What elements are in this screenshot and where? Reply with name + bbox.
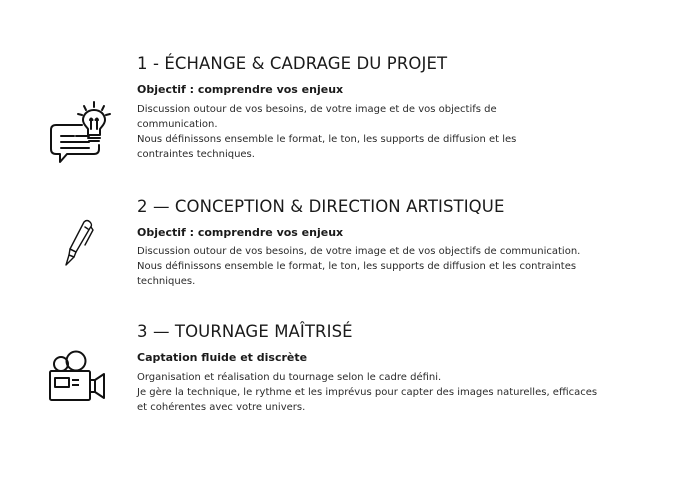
pen-icon bbox=[58, 218, 98, 268]
description-line: Nous définissons ensemble le format, le ton, les supports de diffusion et les contraintes bbox=[137, 261, 577, 272]
step-2-subtitle: Objectif : comprendre vos enjeux bbox=[137, 226, 344, 239]
chat-lightbulb-icon bbox=[44, 98, 116, 168]
description-line: communication. bbox=[137, 119, 218, 130]
description-line: techniques. bbox=[137, 276, 196, 287]
description-line: Je gère la technique, le rythme et les imprévus pour capter des images naturelles, efficaces bbox=[137, 387, 598, 398]
step-1-title: 1 - ÉCHANGE & CADRAGE DU PROJET bbox=[137, 54, 448, 73]
description-line: Discussion outour de vos besoins, de votre image et de vos objectifs de communication. bbox=[137, 246, 581, 257]
description-line: Discussion outour de vos besoins, de votre image et de vos objectifs de bbox=[137, 104, 497, 115]
description-line: Organisation et réalisation du tournage selon le cadre défini. bbox=[137, 372, 442, 383]
description-line: et cohérentes avec votre univers. bbox=[137, 402, 306, 413]
step-2-title: 2 — CONCEPTION & DIRECTION ARTISTIQUE bbox=[137, 197, 505, 216]
description-line: contraintes techniques. bbox=[137, 149, 255, 160]
step-1-description bbox=[137, 102, 516, 162]
video-camera-icon bbox=[46, 350, 108, 405]
step-3-subtitle: Captation fluide et discrète bbox=[137, 351, 308, 364]
step-3-description bbox=[137, 370, 597, 415]
step-1-subtitle: Objectif : comprendre vos enjeux bbox=[137, 83, 344, 96]
step-2-description bbox=[137, 244, 580, 289]
step-3-title: 3 — TOURNAGE MAÎTRISÉ bbox=[137, 322, 353, 341]
description-line: Nous définissons ensemble le format, le ton, les supports de diffusion et les bbox=[137, 134, 517, 145]
